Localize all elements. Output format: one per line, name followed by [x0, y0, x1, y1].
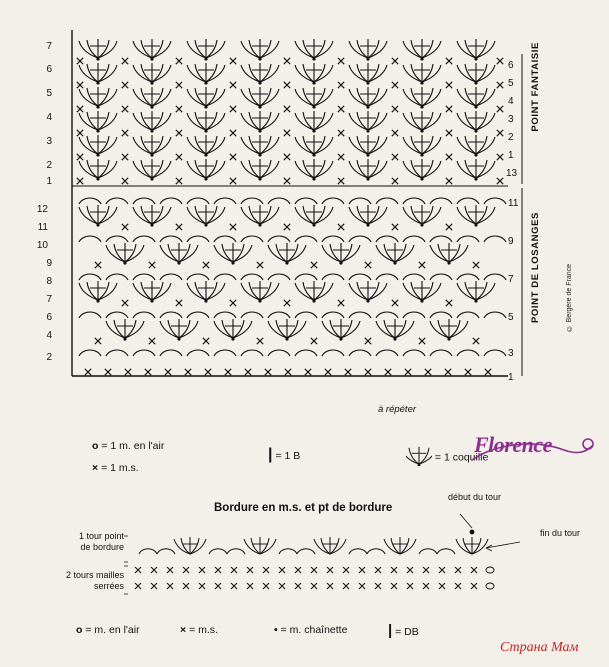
site-watermark: Страна Мам — [500, 640, 579, 655]
section-label-point-de-losanges: POINT DE LOSANGES — [530, 212, 541, 324]
border-left-label-1 — [62, 531, 124, 553]
double-bar-icon: | — [388, 622, 393, 639]
row-number-right: 3 — [508, 114, 514, 125]
legend-single-crochet-label: = 1 m.s. — [101, 462, 139, 474]
border-annotation-end: fin du tour — [540, 528, 581, 538]
chain-stitch-icon: o — [92, 440, 99, 452]
legend-bottom-slip — [274, 624, 347, 636]
border-section-title: Bordure en m.s. et pt de bordure — [214, 502, 393, 514]
legend-chain-stitch — [92, 440, 164, 452]
legend-bottom-db-label: = DB — [395, 626, 419, 638]
border-left-label-1-line1: 1 tour point — [78, 531, 124, 541]
row-number-left: 9 — [46, 258, 52, 269]
row-number-right: 13 — [506, 168, 518, 179]
border-left-label-2-line1: 2 tours mailles — [65, 570, 124, 580]
repeat-label: à répéter — [378, 404, 417, 415]
row-number-left: 5 — [46, 88, 52, 99]
legend-bottom-db — [388, 622, 419, 639]
legend-bottom-chain-label: = m. en l'air — [85, 624, 140, 636]
border-left-label-1-line2: de bordure — [80, 542, 124, 552]
single-crochet-icon: × — [180, 624, 187, 636]
legend-bottom-sc-label: = m.s. — [189, 624, 218, 636]
crochet-chart-svg — [60, 28, 530, 383]
row-number-right: 11 — [508, 198, 519, 209]
legend-double-crochet — [268, 446, 300, 464]
legend-shell-label: = 1 coquille — [434, 451, 489, 464]
legend-chain-stitch-label: = 1 m. en l'air — [101, 440, 165, 452]
brand-signature: Florence — [474, 432, 552, 457]
row-number-left: 11 — [37, 222, 48, 233]
section-label-point-fantaisie: POINT FANTAISIE — [530, 42, 541, 132]
crochet-chart — [60, 28, 530, 383]
row-number-right: 3 — [508, 348, 514, 359]
shell-icon — [406, 446, 432, 469]
border-left-label-2 — [52, 570, 124, 592]
row-number-left: 12 — [36, 204, 48, 215]
row-number-right: 4 — [508, 96, 514, 107]
row-number-left: 10 — [36, 240, 48, 251]
copyright-notice: © Bergère de France — [566, 264, 573, 332]
row-number-left: 2 — [46, 352, 52, 363]
slip-stitch-icon: • — [274, 624, 278, 636]
chain-stitch-icon: o — [76, 624, 83, 636]
row-number-right: 1 — [508, 150, 514, 161]
row-number-left: 3 — [46, 136, 52, 147]
row-number-left: 7 — [46, 294, 52, 305]
row-number-left: 2 — [46, 160, 52, 171]
row-number-left: 8 — [46, 276, 52, 287]
shell-icon-svg — [406, 446, 432, 466]
border-diagram-svg — [124, 514, 524, 604]
row-number-right: 9 — [508, 236, 514, 247]
legend-bottom-sc — [180, 624, 218, 636]
row-number-right: 7 — [508, 274, 514, 285]
legend-bottom-slip-label: = m. chaînette — [280, 624, 348, 636]
row-number-left: 6 — [46, 64, 52, 75]
row-number-right: 1 — [508, 372, 514, 383]
row-number-left: 1 — [46, 176, 52, 187]
double-crochet-icon: | — [268, 446, 273, 463]
row-number-left: 6 — [46, 312, 52, 323]
border-annotation-start: début du tour — [448, 492, 502, 502]
legend-double-crochet-label: = 1 B — [275, 450, 301, 462]
row-number-right: 5 — [508, 312, 514, 323]
border-left-label-2-line2: serrées — [93, 581, 124, 591]
row-number-left: 4 — [46, 112, 52, 123]
single-crochet-icon: × — [92, 462, 99, 474]
row-number-right: 6 — [508, 60, 514, 71]
legend-single-crochet — [92, 462, 139, 474]
legend-bottom-chain — [76, 624, 140, 636]
row-number-right: 2 — [508, 132, 514, 143]
brand-flourish-icon — [468, 430, 598, 470]
row-number-right: 5 — [508, 78, 514, 89]
row-number-left: 7 — [46, 41, 52, 52]
row-number-left: 4 — [46, 330, 52, 341]
